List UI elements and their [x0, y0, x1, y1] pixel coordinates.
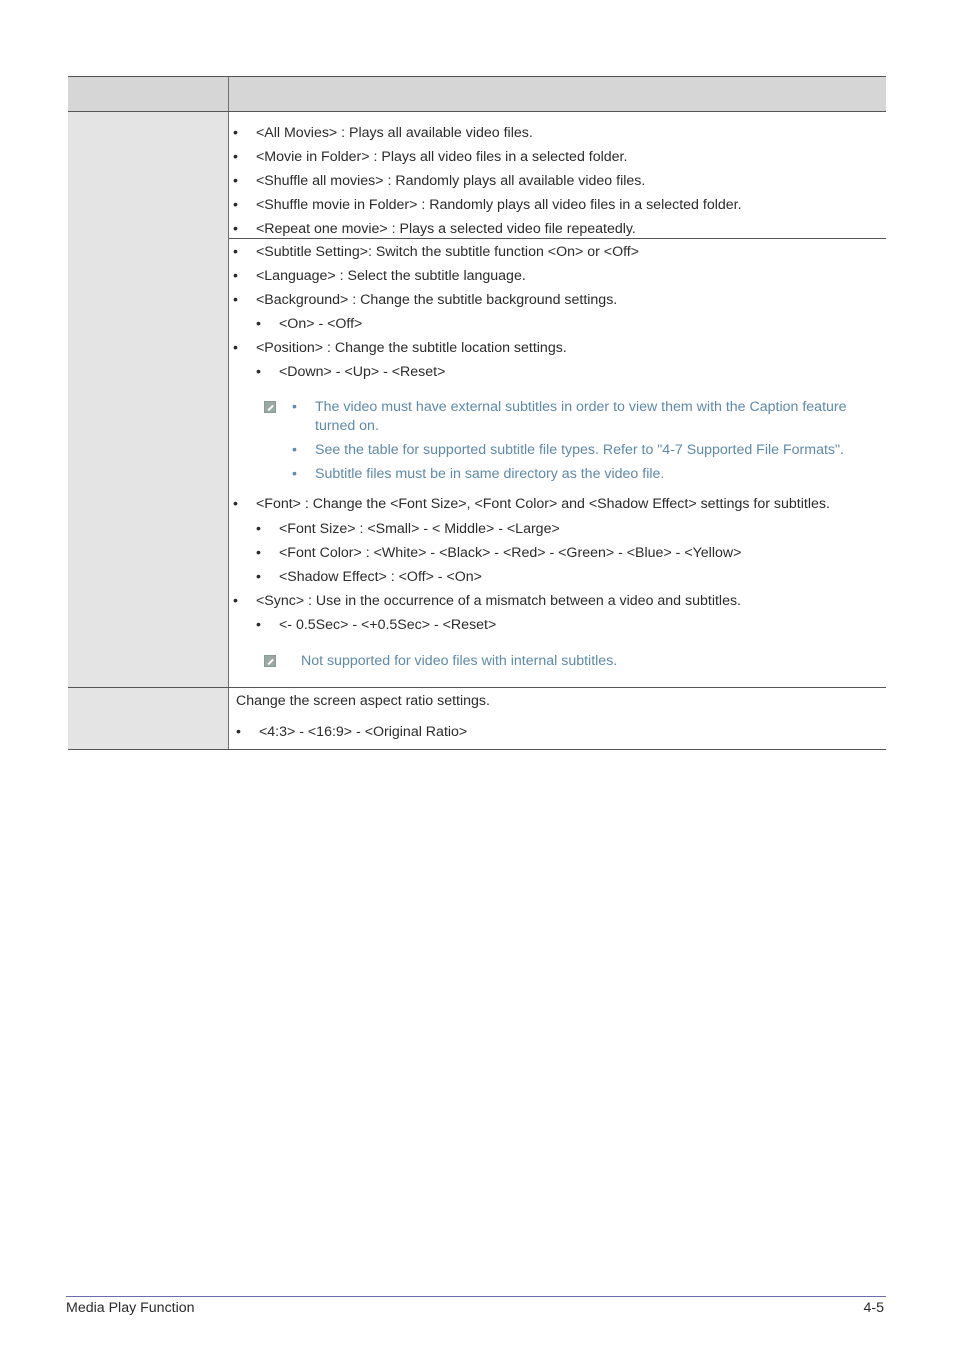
- list-item-sync: <Sync> : Use in the occurrence of a mismatch between a video and subtitles.: [256, 593, 742, 609]
- settings-table: [68, 76, 886, 239]
- note-icon: [264, 655, 276, 667]
- sub-item-font-size: <Font Size> : <Small> - < Middle> - <Large>: [279, 521, 560, 537]
- sub-item-shadow-effect: <Shadow Effect> : <Off> - <On>: [279, 569, 482, 585]
- note-text: See the table for supported subtitle file types. Refer to "4-7 Supported File Formats".: [315, 442, 844, 458]
- row-description: Change the screen aspect ratio settings.: [236, 693, 490, 709]
- note-bullet: •: [292, 466, 297, 482]
- bullet: •: [233, 149, 238, 165]
- sub-bullet: •: [256, 545, 261, 561]
- sub-item-background-options: <On> - <Off>: [279, 316, 363, 332]
- table-row: [68, 688, 886, 750]
- sub-bullet: •: [256, 617, 261, 633]
- bullet: •: [233, 244, 238, 260]
- note-bullet: •: [292, 442, 297, 458]
- row-content-cell: [229, 112, 886, 238]
- bullet: •: [233, 292, 238, 308]
- bullet: •: [233, 221, 238, 237]
- note-bullet: •: [292, 399, 297, 415]
- row-label-cell: [68, 112, 229, 238]
- list-item: <Shuffle movie in Folder> : Randomly plays all video files in a selected folder.: [256, 197, 742, 213]
- bullet: •: [233, 593, 238, 609]
- note-icon: [264, 401, 276, 413]
- sub-item-position-options: <Down> - <Up> - <Reset>: [279, 364, 446, 380]
- sub-bullet: •: [256, 521, 261, 537]
- bullet: •: [233, 173, 238, 189]
- bullet: •: [233, 340, 238, 356]
- table-row: [68, 238, 886, 688]
- row-content-cell: [229, 238, 886, 687]
- bullet: •: [233, 125, 238, 141]
- list-item-position: <Position> : Change the subtitle location settings.: [256, 340, 567, 356]
- sub-item-sync-options: <- 0.5Sec> - <+0.5Sec> - <Reset>: [279, 617, 497, 633]
- bullet: •: [233, 496, 238, 512]
- note-text: Not supported for video files with internal subtitles.: [301, 653, 618, 669]
- header-cell-right: [229, 77, 886, 111]
- header-cell-left: [68, 77, 229, 111]
- sub-bullet: •: [256, 364, 261, 380]
- sub-item-font-color: <Font Color> : <White> - <Black> - <Red> - <Green> - <Blue> - <Yellow>: [279, 545, 742, 561]
- list-item-background: <Background> : Change the subtitle background settings.: [256, 292, 618, 308]
- footer-page-number: 4-5: [863, 1300, 884, 1316]
- list-item-subtitle-setting: <Subtitle Setting>: Switch the subtitle function <On> or <Off>: [256, 244, 640, 260]
- table-header-row: [68, 76, 886, 112]
- row-label-cell: [68, 238, 229, 687]
- bullet: •: [233, 197, 238, 213]
- sub-bullet: •: [256, 316, 261, 332]
- settings-table-lower: [68, 238, 886, 750]
- list-item: <Movie in Folder> : Plays all video files in a selected folder.: [256, 149, 628, 165]
- sub-bullet: •: [256, 569, 261, 585]
- bullet: •: [236, 724, 241, 740]
- footer-section-title: Media Play Function: [66, 1300, 195, 1316]
- note-text-continued: turned on.: [315, 418, 379, 434]
- footer-divider: [66, 1296, 886, 1297]
- list-item-font: <Font> : Change the <Font Size>, <Font Color> and <Shadow Effect> settings for subtitles.: [256, 496, 830, 512]
- list-item: <All Movies> : Plays all available video files.: [256, 125, 533, 141]
- note-text: The video must have external subtitles in order to view them with the Caption feature: [315, 399, 847, 415]
- list-item-aspect-options: <4:3> - <16:9> - <Original Ratio>: [259, 724, 468, 740]
- row-label-cell: [68, 688, 229, 749]
- list-item: <Repeat one movie> : Plays a selected video file repeatedly.: [256, 221, 636, 237]
- table-row: [68, 112, 886, 239]
- list-item: <Shuffle all movies> : Randomly plays all available video files.: [256, 173, 646, 189]
- bullet: •: [233, 268, 238, 284]
- row-content-cell: [229, 688, 886, 749]
- note-text: Subtitle files must be in same directory as the video file.: [315, 466, 665, 482]
- list-item-language: <Language> : Select the subtitle language.: [256, 268, 526, 284]
